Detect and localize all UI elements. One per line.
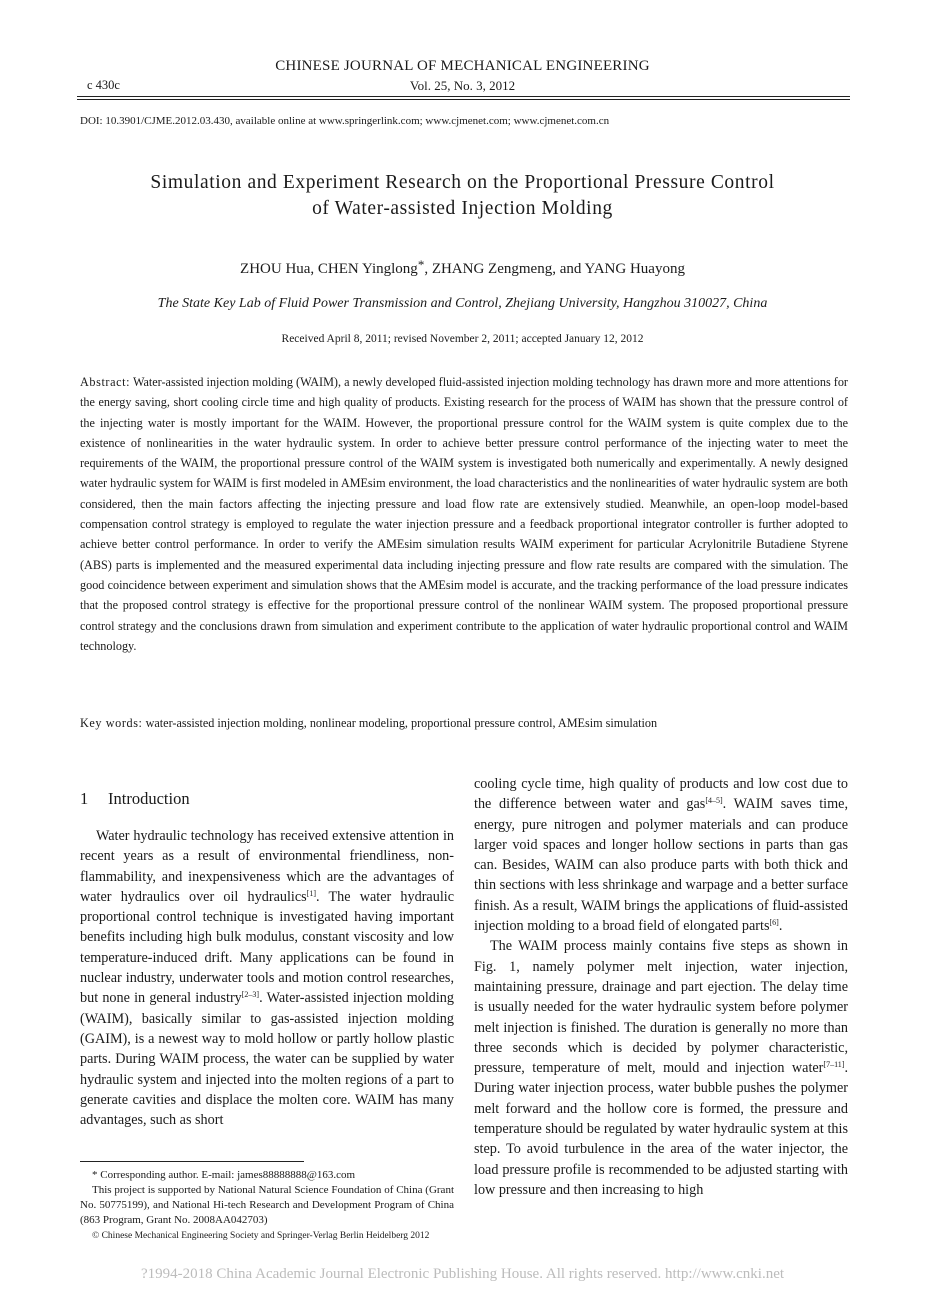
watermark: ?1994-2018 China Academic Journal Electronic Publishing House. All rights reserved. http://www.cnki.net xyxy=(140,1266,785,1282)
section-number: 1 xyxy=(80,789,89,808)
footnote-rule xyxy=(80,1161,304,1162)
citation: [6] xyxy=(769,918,779,928)
keywords-text: water-assisted injection molding, nonlinear modeling, proportional pressure control, AMEsim simulation xyxy=(145,716,658,730)
section-heading xyxy=(80,789,190,809)
left-column xyxy=(80,826,454,1130)
paragraph-text: The WAIM process mainly contains five steps as shown in Fig. 1, namely polymer melt injection, water injection, maintaining pressure, drainage and part ejection. The delay time is usually needed for the water hydraulic system before polymer melt injection is finished. The duration is generally no more than three seconds which is decided by polymer characteristic, pressure, temperature of melt, mould and injection water xyxy=(474,938,848,1077)
doi-line: DOI: 10.3901/CJME.2012.03.430, available online at www.springerlink.com; www.cjmenet.com; www.cjmenet.com.cn xyxy=(80,115,610,127)
footnote-copyright: © Chinese Mechanical Engineering Society and Springer-Verlag Berlin Heidelberg 2012 xyxy=(92,1231,430,1241)
paragraph-text: . During water injection process, water bubble pushes the polymer melt forward and the hollow core is formed, the pressure and temperature should be regulated by water hydraulic system at this step. To avoid turbulence in the area of the water injector, the load pressure profile is recommended to be adjusted starting with low pressure and then increasing to high xyxy=(474,1060,848,1198)
footnote-corresponding: * Corresponding author. E-mail: james88888888@163.com xyxy=(92,1169,356,1181)
paragraph-text: . xyxy=(778,918,783,935)
affiliation: The State Key Lab of Fluid Power Transmission and Control, Zhejiang University, Hangzhou 310027, China xyxy=(157,296,768,311)
authors xyxy=(0,257,925,278)
abstract xyxy=(80,372,848,656)
paragraph-text: Water hydraulic technology has received extensive attention in recent years as a result of environmental friendliness, non-flammability, and inexpensiveness which are the advantages of water hydraulics over oil hydraulics xyxy=(80,828,454,905)
received-dates: Received April 8, 2011; revised November 2, 2011; accepted January 12, 2012 xyxy=(281,333,644,345)
abstract-label: Abstract: xyxy=(80,375,131,389)
title-line-1: Simulation and Experiment Research on the Proportional Pressure Control xyxy=(150,172,775,193)
corresponding-star: * xyxy=(417,257,425,272)
citation: [1] xyxy=(306,888,316,898)
section-title: Introduction xyxy=(108,789,190,808)
title-line-2: of Water-assisted Injection Molding xyxy=(312,198,613,219)
volume-info: Vol. 25, No. 3, 2012 xyxy=(409,78,516,93)
paragraph-text: . Water-assisted injection molding (WAIM), basically similar to gas-assisted injection molding (GAIM), is a newest way to mold hollow or partly hollow plastic parts. During WAIM process, the water can be supplied by water hydraulic system and injected into the molten regions of a part to generate cavities and displace the molten core. WAIM has many advantages, such as short xyxy=(80,990,454,1129)
header-rule-top xyxy=(77,96,850,97)
keywords xyxy=(80,716,848,731)
abstract-text: Water-assisted injection molding (WAIM), a newly developed fluid-assisted injection molding technology has drawn more and more attentions for the energy saving, short cooling circle time and high quality of products. Existing research for the process of WAIM has shown that the pressure control of the injecting water is mostly important for the WAIM. However, the proportional pressure control for the WAIM system is quite complex due to the existence of nonlinearities in the water hydraulic system. In order to achieve better pressure control performance of the injecting water to meet the requirements of the WAIM, the proportional pressure control of the WAIM system is investigated both numerically and experimentally. A newly designed water hydraulic system for WAIM is first modeled in AMEsim environment, the load characteristics and the nonlinearities of water hydraulic system are both considered, then the main factors affecting the injecting pressure and load flow rate are extensively studied. Meanwhile, an open-loop model-based compensation control strategy is employed to regulate the water injection pressure and a feedback proportional integrator controller is further adopted to achieve better control performance. In order to verify the AMEsim simulation results WAIM experiment for particular Acrylonitrile Butadiene Styrene (ABS) parts is implemented and the measured experimental data including injecting pressure and flow rate results are compared with the simulation. The good coincidence between experiment and simulation shows that the AMEsim model is accurate, and the tracking performance of the load pressure indicates that the proposed control strategy is effective for the proportional pressure control of the nonlinear WAIM system. The proposed proportional pressure control strategy and the conclusions drawn from simulation and experiment contribute to the application of water hydraulic proportional control and WAIM technology. xyxy=(80,375,848,653)
citation: [4–5] xyxy=(705,796,723,806)
intro-paragraph-1 xyxy=(80,826,454,1130)
footnote-funding: This project is supported by National Natural Science Foundation of China (Grant No. 50775199), and National Hi-tech Research and Development Program of China (863 Program, Grant No. 2008AA042703) xyxy=(80,1184,454,1226)
paper-title xyxy=(60,170,865,222)
keywords-label: Key words: xyxy=(80,716,143,730)
authors-part-2: , ZHANG Zengmeng, and YANG Huayong xyxy=(424,261,685,277)
authors-part-1: ZHOU Hua, CHEN Yinglong xyxy=(240,261,418,277)
journal-name: CHINESE JOURNAL OF MECHANICAL ENGINEERING xyxy=(275,58,650,74)
right-column xyxy=(474,774,848,1200)
header-rule-bottom xyxy=(77,99,850,100)
citation: [7–11] xyxy=(823,1060,845,1070)
paragraph-text: . WAIM saves time, energy, pure nitrogen and polymer materials and can produce larger void spaces and longer hollow sections in parts than gas can. Besides, WAIM can also produce parts with both thick and thin sections with less shrinkage and warpage and a better surface finish. As a result, WAIM brings the applications of fluid-assisted injection molding to a broad field of elongated parts xyxy=(474,796,848,935)
citation: [2–3] xyxy=(241,990,260,1000)
intro-paragraph-2 xyxy=(474,936,848,1200)
paragraph-text: . The water hydraulic proportional control technique is investigated having important benefits including high bulk modulus, constant viscosity and low temperature-induced drift. Many applications can be found in nuclear industry, underwater tools and motion control researches, but none in general industry xyxy=(80,888,455,1007)
paragraph-text: cooling cycle time, high quality of products and low cost due to the difference between water and gas xyxy=(474,776,848,813)
page-number: c 430c xyxy=(87,78,120,92)
intro-paragraph-continued xyxy=(474,774,848,936)
